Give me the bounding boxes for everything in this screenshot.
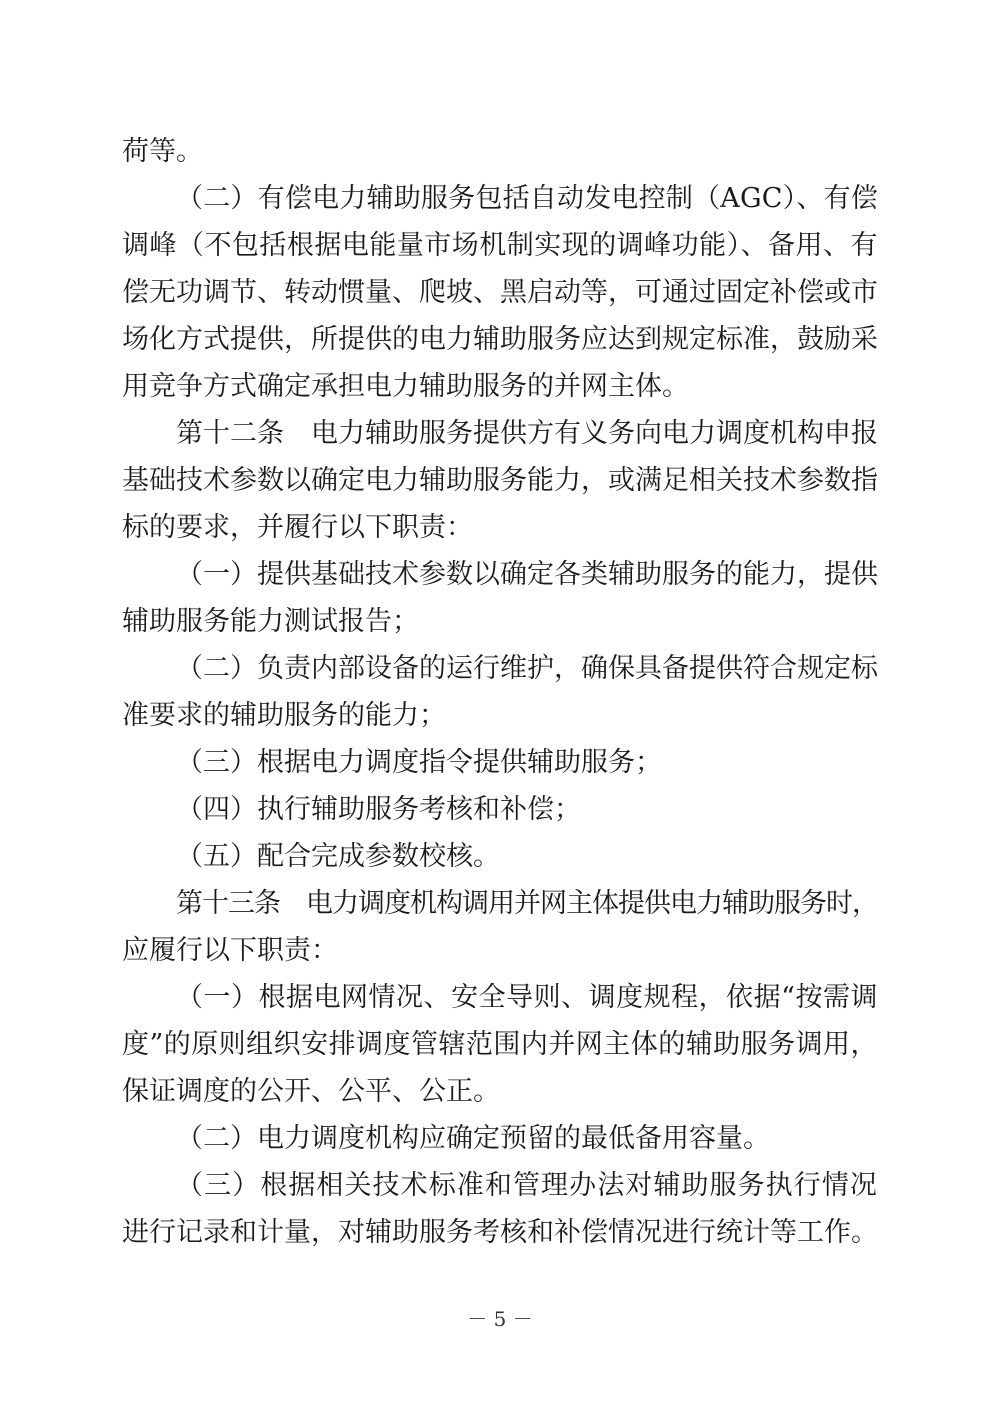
text-line-content: 进行记录和计量，对辅助服务考核和补偿情况进行统计等工作。	[122, 1217, 878, 1248]
text-line-content: （五）配合完成参数校核。	[176, 841, 500, 872]
text-line	[122, 880, 878, 927]
text-line-content: （一）根据电网情况、安全导则、调度规程，依据“按需调	[176, 982, 878, 1013]
text-line-content: 调峰（不包括根据电能量市场机制实现的调峰功能）、备用、有	[122, 230, 878, 261]
text-line-content: 场化方式提供，所提供的电力辅助服务应达到规定标准，鼓励采	[122, 324, 878, 355]
text-line-content: （三）根据相关技术标准和管理办法对辅助服务执行情况	[176, 1170, 878, 1201]
text-line-content: （一）提供基础技术参数以确定各类辅助服务的能力，提供	[176, 559, 878, 590]
text-line	[122, 551, 878, 598]
text-line-content: 偿无功调节、转动惯量、爬坡、黑启动等，可通过固定补偿或市	[122, 277, 878, 308]
text-line-content: （二）有偿电力辅助服务包括自动发电控制（AGC）、有偿	[176, 183, 879, 214]
text-line-content: 准要求的辅助服务的能力；	[122, 700, 446, 731]
text-line	[122, 598, 878, 645]
text-line	[122, 739, 878, 786]
text-line	[122, 1209, 878, 1256]
text-line-content: 度”的原则组织安排调度管辖范围内并网主体的辅助服务调用，	[122, 1029, 878, 1060]
text-line	[122, 786, 878, 833]
text-line	[122, 316, 878, 363]
text-line-content: 标的要求，并履行以下职责：	[122, 512, 473, 543]
text-line-content: 荷等。	[122, 136, 203, 167]
text-line-content: 第十三条 电力调度机构调用并网主体提供电力辅助服务时，	[176, 888, 878, 919]
text-line	[122, 927, 878, 974]
text-line	[122, 1021, 878, 1068]
text-line	[122, 175, 878, 222]
text-line	[122, 1068, 878, 1115]
text-line	[122, 974, 878, 1021]
text-line-content: （三）根据电力调度指令提供辅助服务；	[176, 747, 662, 778]
text-line	[122, 457, 878, 504]
text-line	[122, 1162, 878, 1209]
text-line-content: 用竞争方式确定承担电力辅助服务的并网主体。	[122, 371, 689, 402]
text-line-content: 基础技术参数以确定电力辅助服务能力，或满足相关技术参数指	[122, 465, 878, 496]
text-line-content: 保证调度的公开、公平、公正。	[122, 1076, 500, 1107]
text-line	[122, 1115, 878, 1162]
text-line-content: （四）执行辅助服务考核和补偿；	[176, 794, 581, 825]
text-line	[122, 692, 878, 739]
text-line-content: 应履行以下职责：	[122, 935, 338, 966]
text-line	[122, 410, 878, 457]
text-line	[122, 128, 878, 175]
text-line	[122, 222, 878, 269]
text-line-content: （二）负责内部设备的运行维护，确保具备提供符合规定标	[176, 653, 878, 684]
document-body	[122, 128, 878, 1256]
text-line	[122, 269, 878, 316]
text-line	[122, 833, 878, 880]
text-line-content: 第十二条 电力辅助服务提供方有义务向电力调度机构申报	[176, 418, 878, 449]
text-line-content: 辅助服务能力测试报告；	[122, 606, 419, 637]
text-line	[122, 645, 878, 692]
text-line	[122, 504, 878, 551]
page-number: － 5 －	[467, 1307, 533, 1331]
text-line-content: （二）电力调度机构应确定预留的最低备用容量。	[176, 1123, 770, 1154]
text-line	[122, 363, 878, 410]
